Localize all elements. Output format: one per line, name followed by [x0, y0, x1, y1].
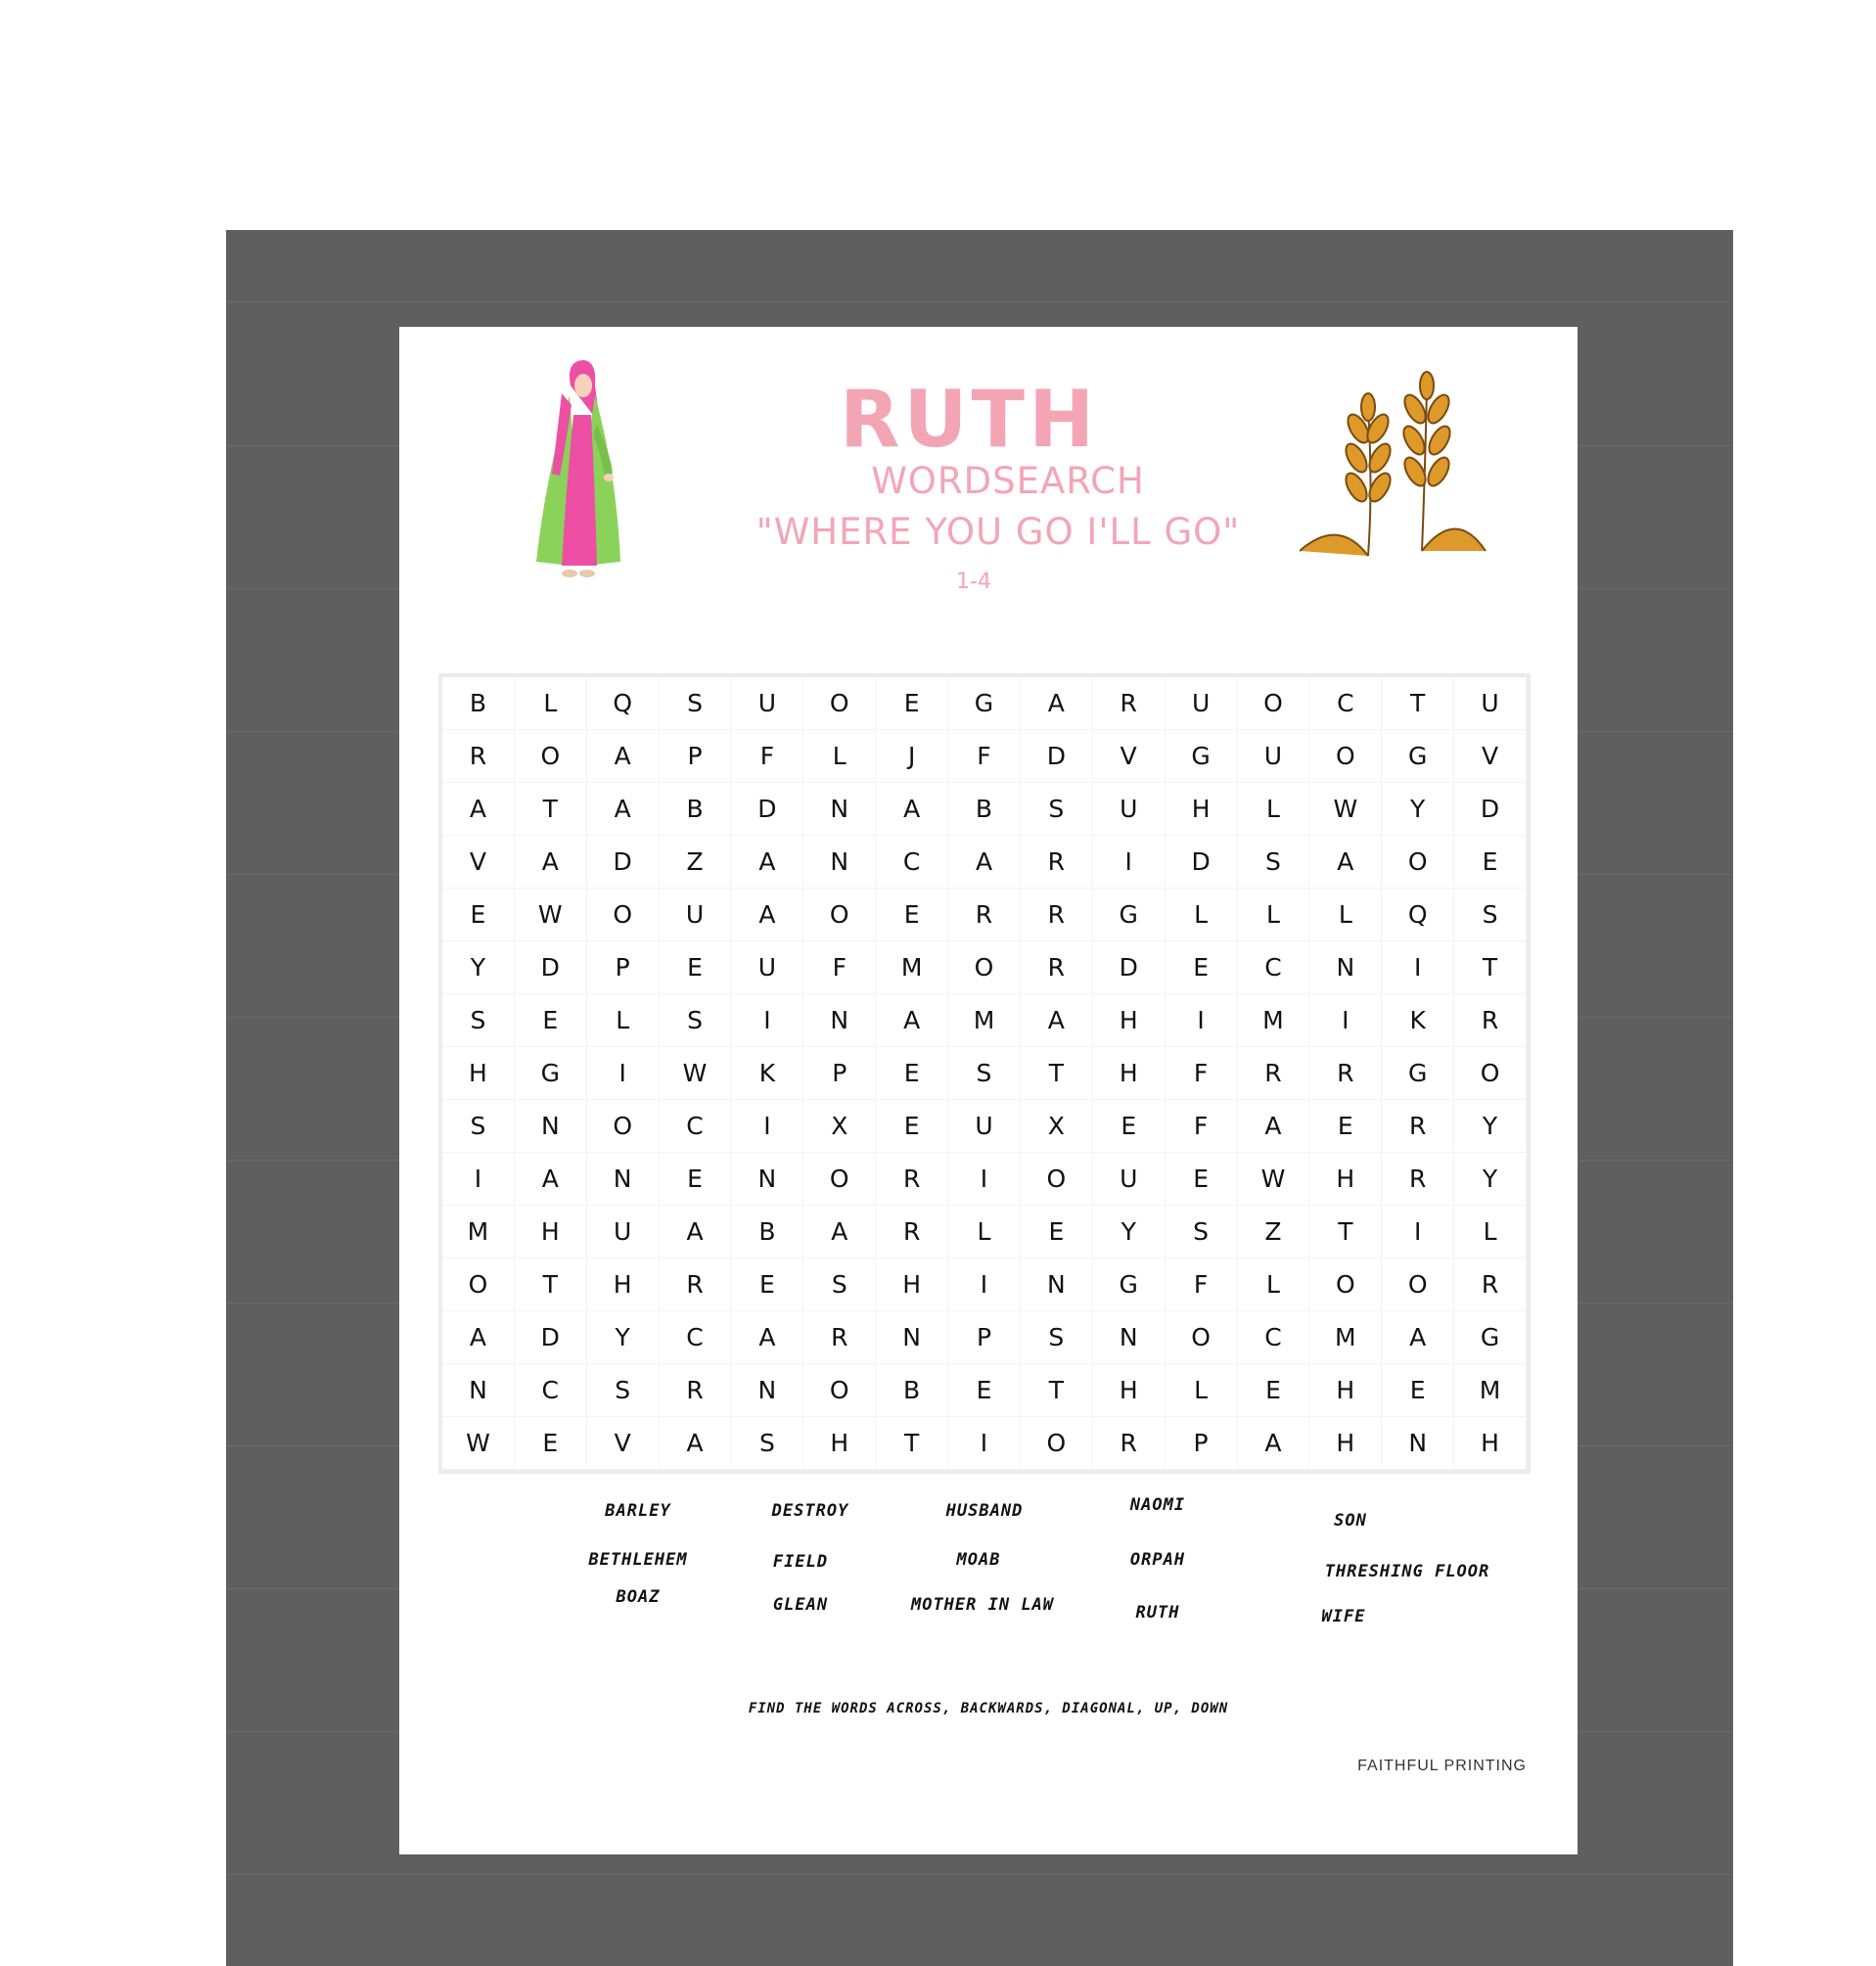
- grid-letter: B: [876, 1364, 948, 1417]
- page-title: RUTH: [839, 374, 1099, 465]
- word-list-item: SON: [1334, 1511, 1367, 1531]
- grid-letter: O: [1382, 1258, 1454, 1311]
- grid-letter: Y: [587, 1311, 660, 1364]
- word-list-item: ORPAH: [1129, 1550, 1186, 1570]
- grid-letter: H: [1093, 994, 1166, 1047]
- grid-letter: G: [515, 1047, 587, 1100]
- grid-letter: O: [1309, 1258, 1382, 1311]
- grid-letter: T: [515, 1258, 587, 1311]
- grid-letter: R: [1238, 1047, 1310, 1100]
- grid-letter: A: [1021, 677, 1093, 730]
- grid-letter: U: [731, 941, 803, 994]
- grid-letter: F: [1166, 1047, 1238, 1100]
- grid-letter: N: [731, 1153, 803, 1206]
- grid-letter: T: [515, 783, 587, 836]
- word-list-item: GLEAN: [772, 1595, 829, 1615]
- grid-letter: E: [515, 1417, 587, 1470]
- grid-letter: A: [731, 1311, 803, 1364]
- grid-letter: L: [1166, 1364, 1238, 1417]
- grid-letter: A: [1238, 1417, 1310, 1470]
- grid-letter: O: [1166, 1311, 1238, 1364]
- grid-letter: A: [948, 836, 1021, 889]
- grid-letter: C: [1238, 1311, 1310, 1364]
- grid-letter: A: [587, 783, 660, 836]
- grid-letter: P: [948, 1311, 1021, 1364]
- grid-letter: R: [1093, 1417, 1166, 1470]
- grid-letter: F: [803, 941, 876, 994]
- grid-letter: Y: [1454, 1153, 1527, 1206]
- grid-letter: H: [803, 1417, 876, 1470]
- grid-letter: X: [1021, 1100, 1093, 1153]
- grid-letter: D: [515, 1311, 587, 1364]
- grid-letter: H: [1166, 783, 1238, 836]
- grid-letter: L: [515, 677, 587, 730]
- grid-letter: R: [1454, 1258, 1527, 1311]
- grid-letter: E: [876, 889, 948, 941]
- grid-letter: A: [731, 889, 803, 941]
- grid-letter: E: [1382, 1364, 1454, 1417]
- grid-letter: N: [731, 1364, 803, 1417]
- grid-letter: N: [1021, 1258, 1093, 1311]
- grid-letter: A: [660, 1206, 732, 1258]
- grid-letter: S: [660, 994, 732, 1047]
- grid-letter: D: [1166, 836, 1238, 889]
- grid-letter: R: [1382, 1153, 1454, 1206]
- grid-letter: H: [442, 1047, 515, 1100]
- grid-letter: G: [1093, 1258, 1166, 1311]
- grid-letter: L: [803, 730, 876, 783]
- grid-letter: E: [731, 1258, 803, 1311]
- grid-letter: R: [1021, 889, 1093, 941]
- grid-letter: C: [876, 836, 948, 889]
- grid-letter: O: [1309, 730, 1382, 783]
- grid-letter: K: [731, 1047, 803, 1100]
- grid-letter: O: [587, 1100, 660, 1153]
- grid-letter: C: [660, 1100, 732, 1153]
- grid-letter: D: [1021, 730, 1093, 783]
- grid-letter: S: [731, 1417, 803, 1470]
- grid-letter: E: [1021, 1206, 1093, 1258]
- grid-letter: N: [803, 994, 876, 1047]
- grid-letter: E: [1166, 1153, 1238, 1206]
- grid-letter: R: [1093, 677, 1166, 730]
- grid-letter: N: [515, 1100, 587, 1153]
- grid-letter: J: [876, 730, 948, 783]
- grid-letter: E: [876, 1100, 948, 1153]
- word-list-item: BOAZ: [616, 1587, 661, 1607]
- grid-letter: O: [1021, 1153, 1093, 1206]
- grid-letter: R: [1021, 836, 1093, 889]
- grid-letter: R: [1309, 1047, 1382, 1100]
- backdrop-line: [226, 1874, 1733, 1875]
- grid-letter: G: [1093, 889, 1166, 941]
- grid-letter: F: [1166, 1258, 1238, 1311]
- grid-letter: A: [515, 836, 587, 889]
- grid-letter: U: [660, 889, 732, 941]
- word-list-item: RUTH: [1135, 1603, 1180, 1623]
- grid-letter: S: [442, 994, 515, 1047]
- grid-letter: M: [948, 994, 1021, 1047]
- grid-letter: N: [803, 836, 876, 889]
- grid-letter: O: [803, 1364, 876, 1417]
- grid-letter: O: [1382, 836, 1454, 889]
- grid-letter: S: [803, 1258, 876, 1311]
- grid-letter: C: [1309, 677, 1382, 730]
- page-subtitle: WORDSEARCH: [871, 460, 1145, 502]
- grid-letter: R: [803, 1311, 876, 1364]
- grid-letter: I: [1093, 836, 1166, 889]
- grid-letter: D: [1093, 941, 1166, 994]
- grid-letter: V: [1454, 730, 1527, 783]
- grid-letter: M: [876, 941, 948, 994]
- grid-letter: A: [803, 1206, 876, 1258]
- chapter-range: 1-4: [956, 570, 991, 594]
- word-list-item: THRESHING FLOOR: [1324, 1562, 1490, 1581]
- grid-letter: U: [1166, 677, 1238, 730]
- grid-letter: E: [660, 941, 732, 994]
- word-list-item: MOAB: [956, 1550, 1001, 1570]
- grid-letter: T: [876, 1417, 948, 1470]
- grid-letter: A: [1382, 1311, 1454, 1364]
- grid-letter: D: [515, 941, 587, 994]
- grid-letter: N: [587, 1153, 660, 1206]
- grid-letter: U: [1093, 783, 1166, 836]
- grid-letter: D: [587, 836, 660, 889]
- grid-letter: F: [1166, 1100, 1238, 1153]
- grid-letter: G: [1382, 1047, 1454, 1100]
- grid-letter: T: [1021, 1364, 1093, 1417]
- grid-letter: L: [1238, 783, 1310, 836]
- grid-letter: O: [1021, 1417, 1093, 1470]
- grid-letter: H: [1309, 1153, 1382, 1206]
- letter-grid: [438, 673, 1531, 1474]
- grid-letter: U: [1454, 677, 1527, 730]
- grid-letter: N: [1382, 1417, 1454, 1470]
- grid-letter: C: [660, 1311, 732, 1364]
- grid-letter: I: [731, 1100, 803, 1153]
- grid-letter: R: [442, 730, 515, 783]
- grid-letter: X: [803, 1100, 876, 1153]
- grid-letter: E: [876, 1047, 948, 1100]
- grid-letter: T: [1382, 677, 1454, 730]
- grid-letter: R: [660, 1364, 732, 1417]
- grid-letter: K: [1382, 994, 1454, 1047]
- grid-letter: I: [1166, 994, 1238, 1047]
- grid-letter: O: [803, 677, 876, 730]
- grid-letter: R: [876, 1206, 948, 1258]
- word-list-item: FIELD: [772, 1552, 829, 1572]
- grid-letter: H: [587, 1258, 660, 1311]
- page-quote: "WHERE YOU GO I'LL GO": [755, 511, 1241, 553]
- grid-letter: Y: [1454, 1100, 1527, 1153]
- grid-letter: I: [1382, 941, 1454, 994]
- word-list-item: BETHLEHEM: [588, 1550, 688, 1570]
- grid-letter: E: [876, 677, 948, 730]
- grid-letter: E: [1454, 836, 1527, 889]
- grid-letter: R: [1021, 941, 1093, 994]
- grid-letter: R: [948, 889, 1021, 941]
- grid-letter: Q: [1382, 889, 1454, 941]
- grid-letter: E: [1093, 1100, 1166, 1153]
- grid-letter: D: [731, 783, 803, 836]
- grid-letter: U: [587, 1206, 660, 1258]
- grid-letter: E: [660, 1153, 732, 1206]
- grid-letter: L: [1309, 889, 1382, 941]
- grid-letter: O: [442, 1258, 515, 1311]
- grid-letter: T: [1454, 941, 1527, 994]
- grid-letter: A: [587, 730, 660, 783]
- grid-letter: B: [948, 783, 1021, 836]
- grid-letter: N: [803, 783, 876, 836]
- grid-letter: S: [442, 1100, 515, 1153]
- grid-letter: G: [948, 677, 1021, 730]
- grid-letter: H: [1309, 1364, 1382, 1417]
- grid-letter: I: [731, 994, 803, 1047]
- worksheet-page: [399, 327, 1578, 1854]
- grid-letter: E: [1309, 1100, 1382, 1153]
- grid-letter: F: [731, 730, 803, 783]
- word-list-item: DESTROY: [771, 1501, 849, 1521]
- grid-letter: Y: [442, 941, 515, 994]
- grid-letter: L: [948, 1206, 1021, 1258]
- grid-letter: A: [515, 1153, 587, 1206]
- grid-letter: L: [587, 994, 660, 1047]
- grid-letter: N: [1093, 1311, 1166, 1364]
- grid-letter: O: [515, 730, 587, 783]
- grid-letter: A: [1309, 836, 1382, 889]
- grid-letter: P: [587, 941, 660, 994]
- grid-letter: I: [1382, 1206, 1454, 1258]
- grid-letter: F: [948, 730, 1021, 783]
- grid-letter: H: [1093, 1047, 1166, 1100]
- backdrop-line: [226, 301, 1733, 302]
- grid-letter: L: [1238, 889, 1310, 941]
- grid-letter: O: [948, 941, 1021, 994]
- grid-letter: H: [1454, 1417, 1527, 1470]
- grid-letter: A: [1021, 994, 1093, 1047]
- grid-letter: W: [442, 1417, 515, 1470]
- grid-letter: U: [731, 677, 803, 730]
- grid-letter: M: [442, 1206, 515, 1258]
- grid-letter: T: [1021, 1047, 1093, 1100]
- grid-letter: R: [876, 1153, 948, 1206]
- grid-letter: S: [587, 1364, 660, 1417]
- grid-letter: G: [1382, 730, 1454, 783]
- wheat-stalks-illustration: [1300, 370, 1495, 566]
- grid-letter: P: [803, 1047, 876, 1100]
- grid-letter: S: [660, 677, 732, 730]
- grid-letter: I: [948, 1258, 1021, 1311]
- grid-letter: O: [1238, 677, 1310, 730]
- grid-letter: C: [1238, 941, 1310, 994]
- grid-letter: E: [515, 994, 587, 1047]
- grid-letter: L: [1238, 1258, 1310, 1311]
- grid-letter: M: [1238, 994, 1310, 1047]
- grid-letter: I: [1309, 994, 1382, 1047]
- grid-letter: S: [1238, 836, 1310, 889]
- grid-letter: E: [1166, 941, 1238, 994]
- grid-letter: O: [587, 889, 660, 941]
- grid-letter: H: [1093, 1364, 1166, 1417]
- grid-letter: S: [1166, 1206, 1238, 1258]
- grid-letter: G: [1454, 1311, 1527, 1364]
- grid-letter: N: [442, 1364, 515, 1417]
- word-list-item: NAOMI: [1129, 1495, 1186, 1515]
- grid-letter: L: [1166, 889, 1238, 941]
- grid-letter: W: [515, 889, 587, 941]
- grid-letter: H: [515, 1206, 587, 1258]
- grid-letter: Y: [1382, 783, 1454, 836]
- grid-letter: P: [1166, 1417, 1238, 1470]
- grid-letter: B: [442, 677, 515, 730]
- grid-letter: Z: [1238, 1206, 1310, 1258]
- grid-letter: P: [660, 730, 732, 783]
- grid-letter: A: [442, 1311, 515, 1364]
- grid-letter: C: [515, 1364, 587, 1417]
- grid-letter: A: [1238, 1100, 1310, 1153]
- grid-letter: E: [442, 889, 515, 941]
- grid-letter: R: [660, 1258, 732, 1311]
- grid-letter: U: [1238, 730, 1310, 783]
- grid-letter: W: [1309, 783, 1382, 836]
- grid-letter: Z: [660, 836, 732, 889]
- grid-letter: S: [1021, 1311, 1093, 1364]
- grid-letter: I: [442, 1153, 515, 1206]
- grid-letter: U: [1093, 1153, 1166, 1206]
- grid-letter: L: [1454, 1206, 1527, 1258]
- word-list-item: BARLEY: [605, 1501, 671, 1521]
- grid-letter: Q: [587, 677, 660, 730]
- grid-letter: I: [948, 1417, 1021, 1470]
- grid-letter: A: [442, 783, 515, 836]
- grid-letter: S: [948, 1047, 1021, 1100]
- grid-letter: S: [1454, 889, 1527, 941]
- instructions-text: FIND THE WORDS ACROSS, BACKWARDS, DIAGONAL, UP, DOWN: [748, 1701, 1229, 1716]
- grid-letter: U: [948, 1100, 1021, 1153]
- grid-letter: H: [1309, 1417, 1382, 1470]
- grid-letter: O: [803, 1153, 876, 1206]
- grid-letter: O: [1454, 1047, 1527, 1100]
- grid-letter: E: [948, 1364, 1021, 1417]
- grid-letter: G: [1166, 730, 1238, 783]
- word-list-item: HUSBAND: [945, 1501, 1024, 1521]
- grid-letter: B: [660, 783, 732, 836]
- word-list-item: WIFE: [1321, 1607, 1366, 1626]
- word-list-item: MOTHER IN LAW: [910, 1595, 1055, 1615]
- word-list: [399, 1495, 1578, 1658]
- grid-letter: R: [1454, 994, 1527, 1047]
- grid-letter: N: [1309, 941, 1382, 994]
- grid-letter: B: [731, 1206, 803, 1258]
- grid-letter: A: [660, 1417, 732, 1470]
- grid-letter: W: [660, 1047, 732, 1100]
- grid-letter: M: [1309, 1311, 1382, 1364]
- grid-letter: H: [876, 1258, 948, 1311]
- grid-letter: I: [587, 1047, 660, 1100]
- grid-letter: E: [1238, 1364, 1310, 1417]
- grid-letter: D: [1454, 783, 1527, 836]
- grid-letter: T: [1309, 1206, 1382, 1258]
- grid-letter: N: [876, 1311, 948, 1364]
- grid-letter: Y: [1093, 1206, 1166, 1258]
- grid-letter: A: [876, 994, 948, 1047]
- grid-letter: I: [948, 1153, 1021, 1206]
- grid-letter: A: [876, 783, 948, 836]
- grid-letter: V: [587, 1417, 660, 1470]
- credit-text: FAITHFUL PRINTING: [1357, 1758, 1527, 1774]
- grid-letter: V: [1093, 730, 1166, 783]
- grid-letter: M: [1454, 1364, 1527, 1417]
- grid-letter: A: [731, 836, 803, 889]
- grid-letter: S: [1021, 783, 1093, 836]
- grid-letter: R: [1382, 1100, 1454, 1153]
- grid-letter: W: [1238, 1153, 1310, 1206]
- grid-letter: V: [442, 836, 515, 889]
- grid-letter: O: [803, 889, 876, 941]
